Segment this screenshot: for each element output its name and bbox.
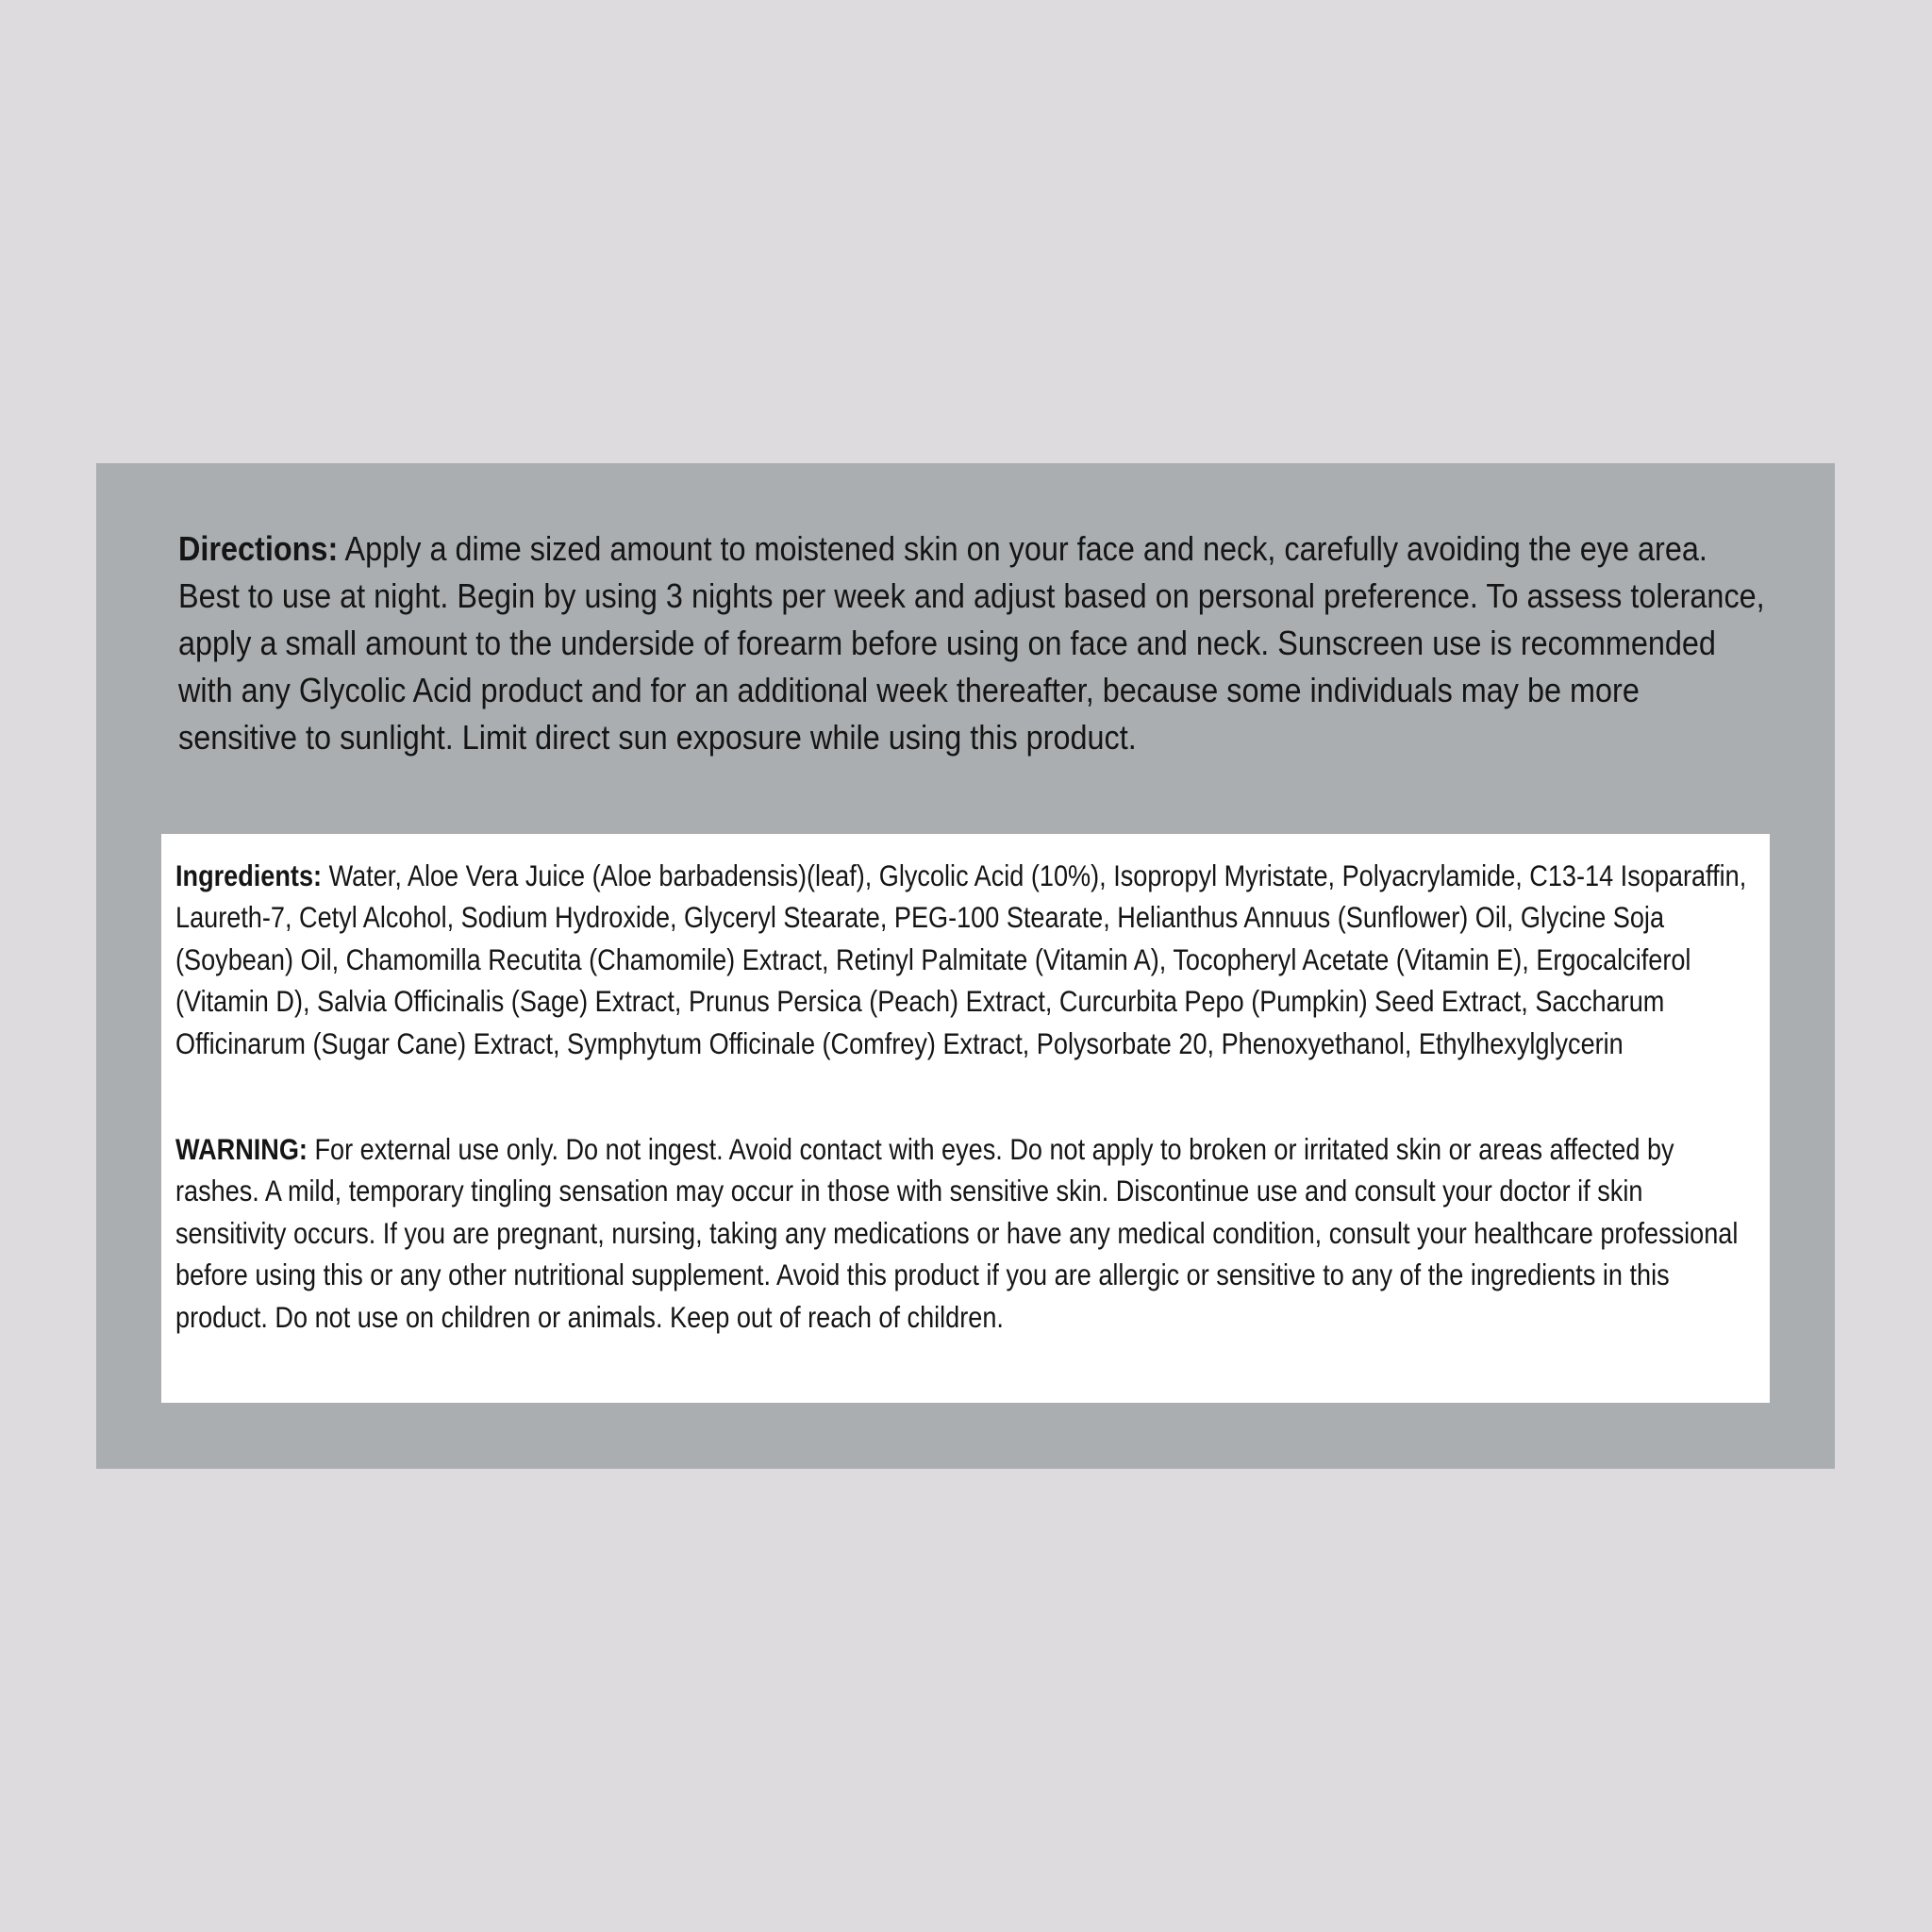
label-panel — [96, 463, 1835, 1469]
ingredients-paragraph — [175, 855, 1757, 1064]
directions-heading: Directions: — [178, 529, 339, 568]
warning-paragraph — [175, 1128, 1757, 1338]
warning-text: For external use only. Do not ingest. Avoid contact with eyes. Do not apply to broken or irritated skin or areas affected by rashes. A mild, temporary tingling sensation may occur in those with sensitive skin. Discontinue use and consult your doctor if skin sensitivity occurs. If you are pregnant, nursing, taking any medications or have any medical condition, consult your healthcare professional before using this or any other nutritional supplement. Avoid this product if you are allergic or sensitive to any of the ingredients in this product. Do not use on children or animals. Keep out of reach of children. — [175, 1132, 1739, 1334]
ingredients-heading: Ingredients: — [175, 858, 323, 892]
ingredients-warning-box — [161, 834, 1770, 1403]
directions-paragraph — [178, 525, 1766, 761]
warning-heading: WARNING: — [175, 1132, 308, 1166]
directions-text: Apply a dime sized amount to moistened skin on your face and neck, carefully avoiding the eye area. Best to use at night. Begin by using 3 nights per week and adjust based on personal preference. To assess tolerance, apply a small amount to the underside of forearm before using on face and neck. Sunscreen use is recommended with any Glycolic Acid product and for an additional week thereafter, because some individuals may be more sensitive to sunlight. Limit direct sun exposure while using this product. — [178, 529, 1765, 757]
ingredients-text: Water, Aloe Vera Juice (Aloe barbadensis)(leaf), Glycolic Acid (10%), Isopropyl Myristate, Polyacrylamide, C13-14 Isoparaffin, Laureth-7, Cetyl Alcohol, Sodium Hydroxide, Glyceryl Stearate, PEG-100 Stearate, Helianthus Annuus (Sunflower) Oil, Glycine Soja (Soybean) Oil, Chamomilla Recutita (Chamomile) Extract, Retinyl Palmitate (Vitamin A), Tocopheryl Acetate (Vitamin E), Ergocalciferol (Vitamin D), Salvia Officinalis (Sage) Extract, Prunus Persica (Peach) Extract, Curcurbita Pepo (Pumpkin) Seed Extract, Saccharum Officinarum (Sugar Cane) Extract, Symphytum Officinale (Comfrey) Extract, Polysorbate 20, Phenoxyethanol, Ethylhexylglycerin — [175, 858, 1747, 1060]
